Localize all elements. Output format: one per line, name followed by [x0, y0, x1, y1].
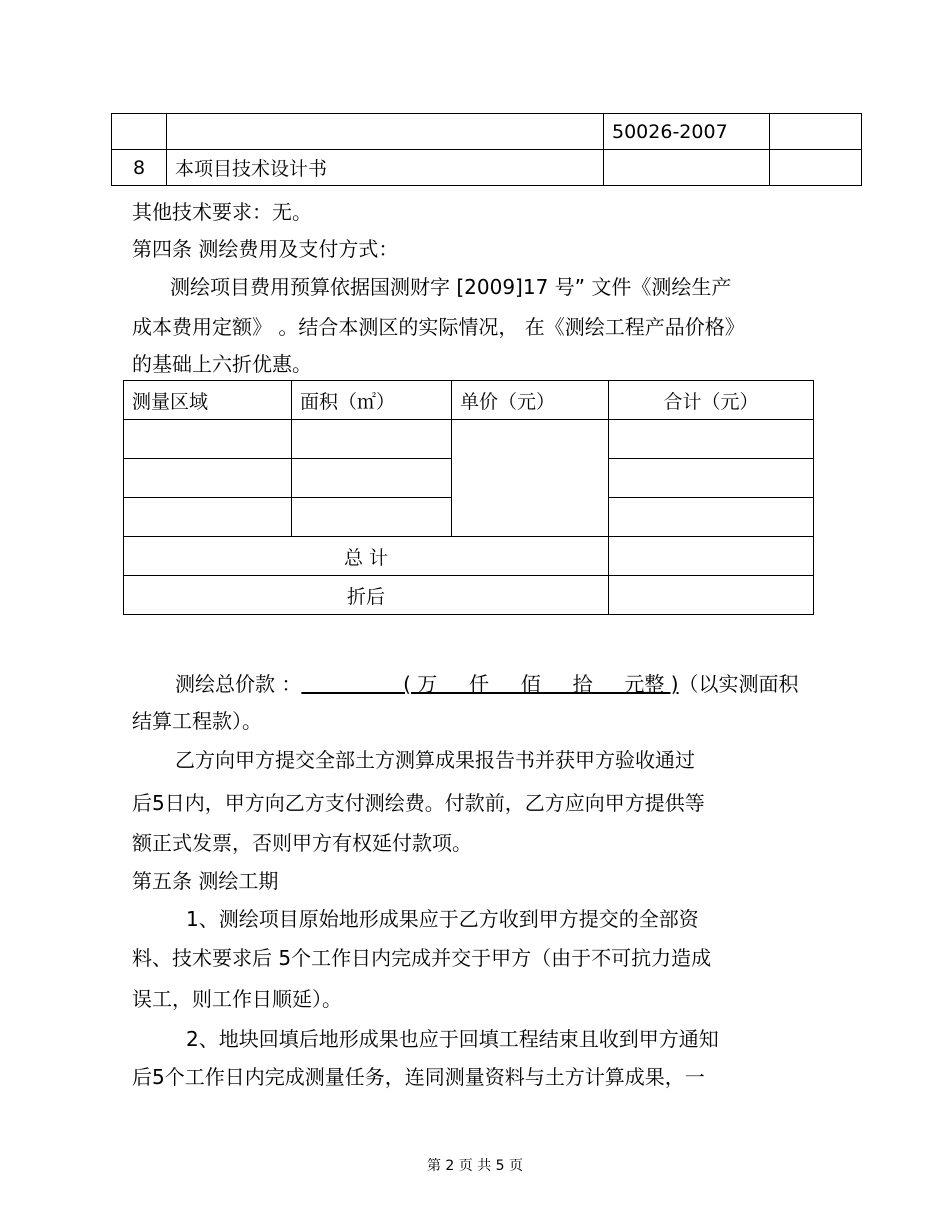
cell-discount — [609, 576, 814, 615]
ref-code: 50026-2007 — [604, 114, 770, 150]
total-label: 总 计 — [124, 537, 609, 576]
total-price-blank: ( 万 仟 佰 拾 元整 ) — [301, 672, 679, 696]
cell — [124, 420, 292, 459]
paragraph-text: 1、测绘项目原始地形成果应于乙方收到甲方提交的全部资 — [186, 907, 699, 931]
total-price-prefix: 测绘总价款 ： — [175, 672, 302, 696]
paragraph-text: 额正式发票，否则甲方有权延付款项。 — [132, 831, 472, 855]
paragraph-text: 2、地块回填后地形成果也应于回填工程结束且收到甲方通知 — [186, 1027, 719, 1051]
table-header-row — [124, 381, 814, 420]
page-number: 第 2 页 共 5 页 — [426, 1158, 524, 1174]
ref-code — [604, 150, 770, 186]
paragraph-text: 结算工程款）。 — [132, 709, 262, 733]
total-price-suffix: （以实测面积 — [678, 672, 799, 696]
cell — [609, 498, 814, 537]
cell-unit-price — [452, 420, 609, 537]
ref-num — [112, 114, 167, 150]
cell-total — [609, 537, 814, 576]
col-header-area-name: 测量区域 — [124, 381, 292, 420]
ref-name — [167, 114, 604, 150]
other-requirements: 其他技术要求：无。 — [132, 200, 312, 224]
col-header-unit-price: 单价（元） — [452, 381, 609, 420]
paragraph-text: 料、技术要求后 5个工作日内完成并交于甲方（由于不可抗力造成 — [132, 946, 712, 970]
table-row-discount — [124, 576, 814, 615]
col-header-area: 面积（㎡） — [292, 381, 452, 420]
cell — [292, 459, 452, 498]
cell — [609, 420, 814, 459]
col-header-subtotal: 合计（元） — [609, 381, 814, 420]
cell — [292, 498, 452, 537]
ref-extra — [770, 150, 862, 186]
discount-label: 折后 — [124, 576, 609, 615]
article-5-title: 第五条 测绘工期 — [132, 869, 279, 893]
table-row — [124, 420, 814, 459]
paragraph-text: 成本费用定额》 。结合本测区的实际情况， 在《测绘工程产品价格》 — [132, 315, 745, 339]
cell — [292, 420, 452, 459]
ref-name: 本项目技术设计书 — [167, 150, 604, 186]
cell — [609, 459, 814, 498]
reference-table — [111, 113, 862, 186]
ref-extra — [770, 114, 862, 150]
cell — [124, 498, 292, 537]
paragraph-text: 测绘项目费用预算依据国测财字 [2009]17 号” 文件《测绘生产 — [170, 275, 732, 299]
table-row-total — [124, 537, 814, 576]
ref-num: 8 — [112, 150, 167, 186]
article-4-title: 第四条 测绘费用及支付方式： — [132, 237, 399, 261]
paragraph-text: 后5日内，甲方向乙方支付测绘费。付款前，乙方应向甲方提供等 — [132, 791, 705, 815]
fee-table — [123, 380, 814, 615]
cell — [124, 459, 292, 498]
paragraph-text: 误工，则工作日顺延）。 — [132, 987, 342, 1011]
table-row — [112, 114, 862, 150]
paragraph-text: 的基础上六折优惠。 — [132, 352, 312, 376]
total-price-line — [175, 670, 799, 698]
paragraph-text: 后5个工作日内完成测量任务，连同测量资料与土方计算成果，一 — [132, 1065, 705, 1089]
paragraph-text: 乙方向甲方提交全部土方测算成果报告书并获甲方验收通过 — [175, 748, 695, 772]
table-row — [112, 150, 862, 186]
